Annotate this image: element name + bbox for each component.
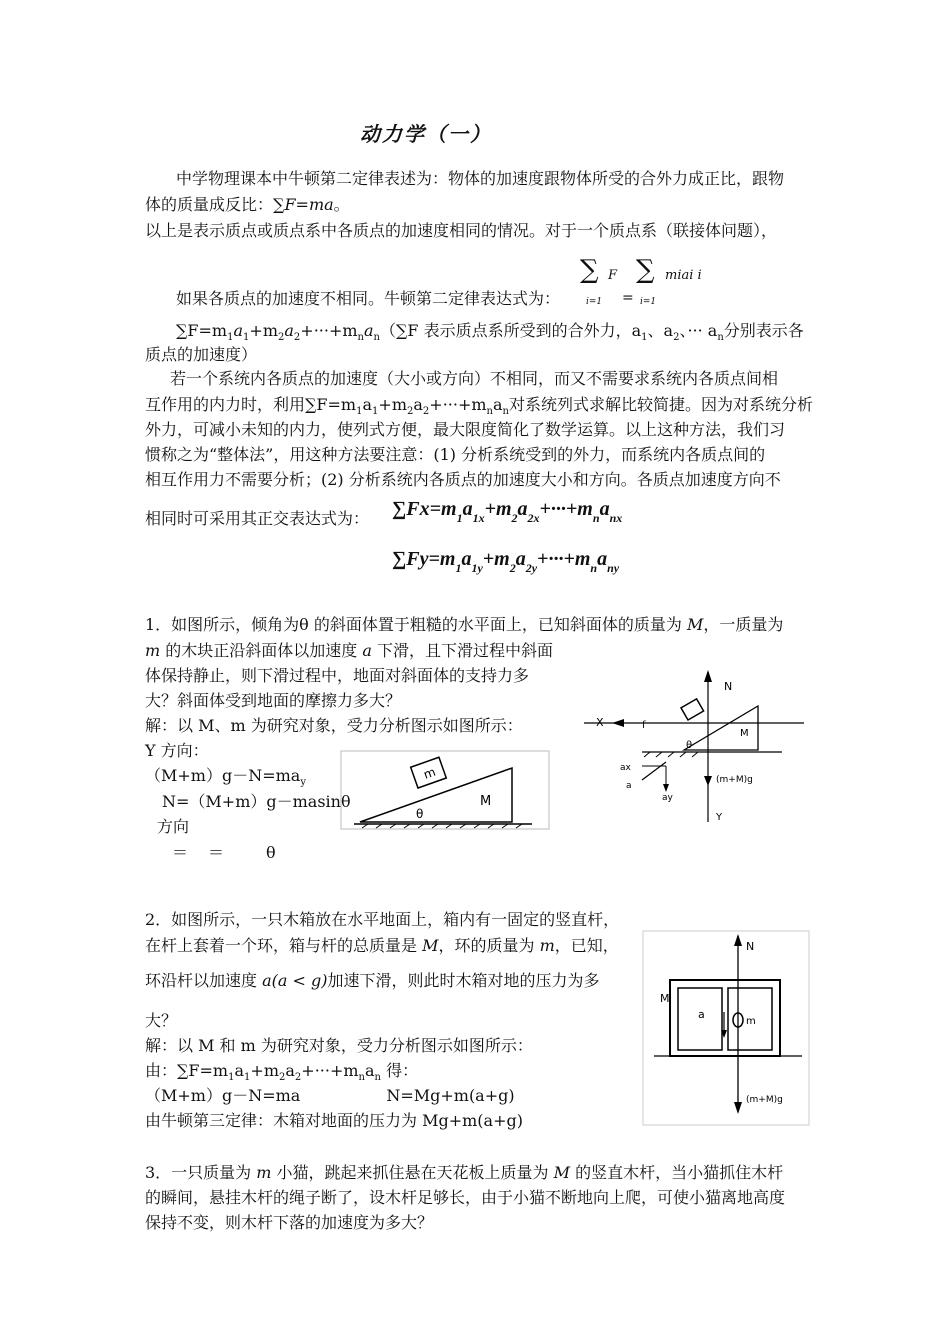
q2-line-7: （M+m）g－N=ma N=Mg+m(a+g) [145,1086,515,1105]
intro-line-10: 惯称之为“整体法”，用这种方法要注意：(1) 分析系统受到的外力，而系统内各质点间的 [145,445,766,464]
box-outer [670,980,780,1056]
label-ax: ax [620,763,631,773]
gravity-arrow [734,1102,742,1114]
q1-line-1: 1．如图所示，倾角为θ 的斜面体置于粗糙的水平面上，已知斜面体的质量为 M，一质量为 [145,615,784,634]
sum-symbol-1: ∑ [580,255,599,285]
q1-incline-figure [340,750,550,830]
q3-line-2: 的瞬间，悬挂木杆的绳子断了，设木杆足够长，由于小猫不断地向上爬，可使小猫离地高度 [145,1188,786,1207]
label-m: m [746,1016,756,1027]
sum-symbol-2: ∑ [636,255,655,285]
q1-line-9: 方向 [157,817,190,836]
sum-equals: = [622,290,634,306]
q1-line-6: Y 方向： [145,741,209,760]
label-gravity: (m+M)g [746,1095,783,1105]
q1-force-figure [582,662,810,830]
q1-line-3: 体保持静止，则下滑过程中，地面对斜面体的支持力多 [145,666,530,685]
q2-line-1: 2．如图所示，一只木箱放在水平地面上，箱内有一固定的竖直杆， [145,910,620,929]
sum-miai: miai i [665,268,702,283]
label-f: f [642,720,646,731]
label-ay: ay [662,793,673,803]
label-M: M [740,728,749,739]
equation-y: $\sum Fy=m_1a_{1y}+m_2a_{2y}+\cdot\cdot\cdot+m_na_{ny}$ [392,548,620,575]
intro-line-4: 如果各质点的加速度不相同。牛顿第二定律表达式为： [176,289,561,308]
q1-line-5: 解：以 M、m 为研究对象，受力分析图示如图所示： [145,716,523,735]
N-arrow [734,934,742,946]
intro-line-11: 相互作用力不需要分析；(2) 分析系统内各质点的加速度大小和方向。各质点加速度方向不 [145,470,781,489]
lower-limit-2: i=1 [640,297,657,307]
q1-line-4: 大？斜面体受到地面的摩擦力多大？ [145,691,402,710]
lower-limit-1: i=1 [586,297,603,307]
intro-line-9: 外力，可减小未知的内力，使列式方便，最大限度简化了数学运算。以上这种方法，我们习 [145,420,786,439]
label-theta: θ [686,740,693,751]
intro-line-1: 中学物理课本中牛顿第二定律表述为：物体的加速度跟物体所受的合外力成正比，跟物 [176,169,785,188]
q2-line-5: 解：以 M 和 m 为研究对象，受力分析图示如图所示： [145,1036,533,1055]
label-N: N [746,940,755,953]
intro-line-5: $\sum F=m_1a_1+m_2a_2+\cdot\cdot\cdot+m_na_n(\sum F$ 表示质点系所受到的合外力，$a_1$、$a_2$、··· $a_n$分别表示各 [176,321,804,343]
sum-F: F [608,268,618,283]
svg-text:N: N [724,680,733,693]
block [681,699,704,720]
q3-line-1: 3．一只质量为 m 小猫，跳起来抓住悬在天花板上质量为 M 的竖直木杆，当小猫抓住木杆 [145,1163,784,1182]
q1-line-2: m 的木块正沿斜面体以加速度 a 下滑，且下滑过程中斜面 [145,641,553,660]
intro-line-2: 体的质量成反比：∑F=ma。 [145,195,350,214]
label-X: X [596,716,604,729]
label-a: a [698,1008,705,1021]
label-a: a [626,781,632,791]
intro-line-3: 以上是表示质点或质点系中各质点的加速度相同的情况。对于一个质点系（联接体问题）， [145,221,778,240]
q3-line-3: 保持不变，则木杆下落的加速度为多大？ [145,1213,434,1232]
label-gravity: (m+M)g [716,775,753,785]
intro-line-7: 若一个系统内各质点的加速度（大小或方向）不相同，而又不需要求系统内各质点间相 [170,369,779,388]
q2-line-3: 环沿杆以加速度 a(a < g)加速下滑，则此时木箱对地的压力为多 [145,971,600,990]
q1-line-10: ＝ ＝ θ [172,843,276,862]
q2-line-6: 由：$\sum F=m_1a_1+m_2a_2+\cdot\cdot\cdot+m_na_n$ 得： [145,1061,419,1083]
intro-line-12: 相同时可采用其正交表达式为： [145,509,370,528]
q2-box-figure [642,930,810,1126]
intro-line-6: 质点的加速度） [145,345,258,364]
page-title: 动力学（一） [360,122,492,146]
q2-line-4: 大？ [145,1011,178,1030]
svg-text:m: m [421,764,438,782]
label-M: M [660,992,670,1005]
q1-line-8: N=（M+m）g－masinθ [162,792,351,811]
label-theta: θ [416,807,424,821]
equation-x: $\sum Fx=m_1a_{1x}+m_2a_{2x}+\cdot\cdot\cdot+m_na_{nx}$ [392,498,623,525]
a-arrow [642,762,666,780]
q2-line-8: 由牛顿第三定律：木箱对地面的压力为 Mg+m(a+g) [145,1111,523,1130]
label-Y: Y [716,812,723,823]
q1-line-7: $(M+m)g-N=ma_y$ [145,766,306,788]
intro-line-8: 互作用的内力时，利用$\sum F=m_1a_1+m_2a_2+\cdot\cdot\cdot+m_na_n$对系统列式求解比较简捷。因为对系统分析 [145,395,813,417]
label-M: M [480,794,492,809]
q2-line-2: 在杆上套着一个环，箱与杆的总质量是 M，环的质量为 m，已知， [145,936,619,955]
N-arrow [704,670,712,682]
block-m [411,757,447,788]
